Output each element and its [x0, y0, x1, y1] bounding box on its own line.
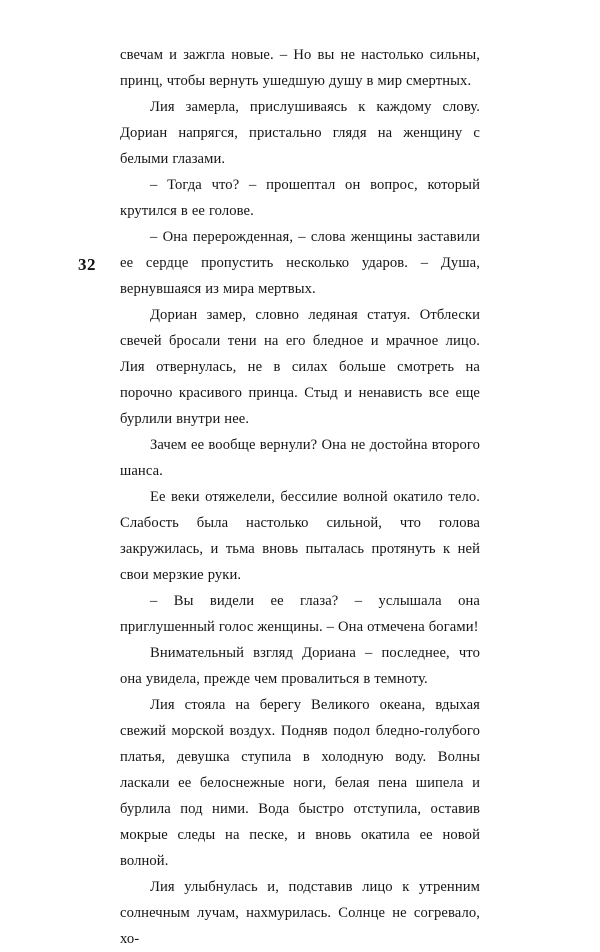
paragraph: – Она перерожденная, – слова женщины заставили ее сердце пропустить несколько ударов. – Душа, вернувшаяся из мира мертвых. [120, 229, 480, 297]
paragraph: Лия замерла, прислушиваясь к каждому слову. Дориан напрягся, пристально глядя на женщину с белыми глазами. [120, 99, 480, 167]
paragraph: Зачем ее вообще вернули? Она не достойна второго шанса. [120, 437, 480, 479]
paragraph: – Вы видели ее глаза? – услышала она приглушенный голос женщины. – Она отмечена богами! [120, 593, 480, 635]
paragraph: свечам и зажгла новые. – Но вы не настолько сильны, принц, чтобы вернуть ушедшую душу в мир смертных. [120, 47, 480, 89]
page-number: 32 [78, 255, 96, 274]
paragraph: Внимательный взгляд Дориана – последнее, что она увидела, прежде чем провалиться в темноту. [120, 645, 480, 687]
paragraph: Ее веки отяжелели, бессилие волной окатило тело. Слабость была настолько сильной, что голова закружилась, и тьма вновь пыталась протянуть к ней свои мерзкие руки. [120, 489, 480, 583]
paragraph: – Тогда что? – прошептал он вопрос, который крутился в ее голове. [120, 177, 480, 219]
paragraph: Дориан замер, словно ледяная статуя. Отблески свечей бросали тени на его бледное и мрачное лицо. Лия отвернулась, не в силах больше смотреть на порочно красивого принца. Стыд и ненависть все еще бурлили внутри нее. [120, 307, 480, 427]
paragraph: Лия стояла на берегу Великого океана, вдыхая свежий морской воздух. Подняв подол бледно-голубого платья, девушка ступила в холодную воду. Волны ласкали ее белоснежные ноги, белая пена шипела и бурлила под ними. Вода быстро отступила, оставив мокрые следы на песке, и вновь окатила ее новой волной. [120, 697, 480, 869]
body-text-column [120, 42, 480, 952]
paragraph: Лия улыбнулась и, подставив лицо к утренним солнечным лучам, нахмурилась. Солнце не согревало, хо- [120, 879, 480, 947]
